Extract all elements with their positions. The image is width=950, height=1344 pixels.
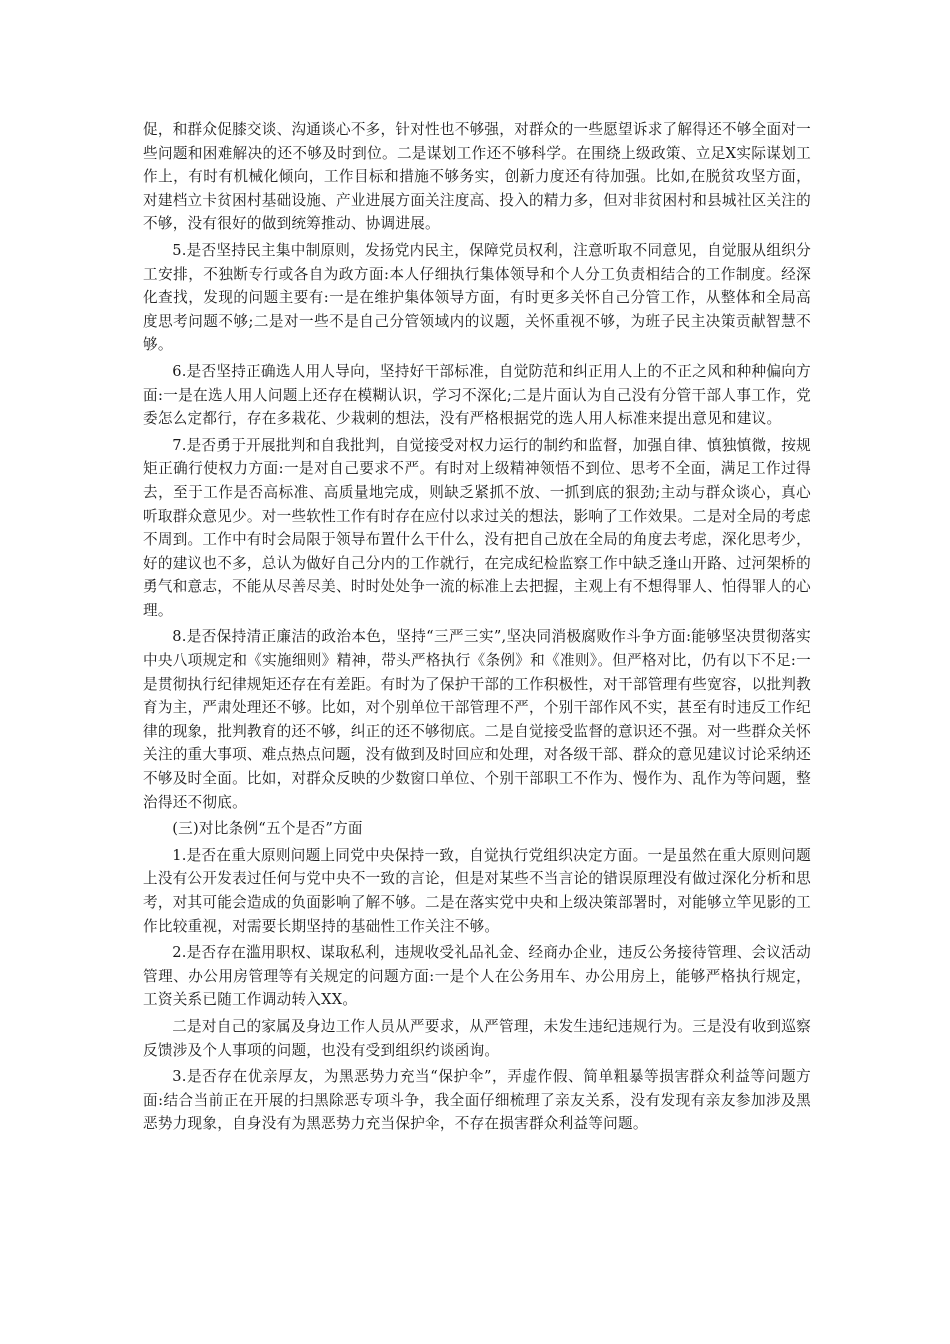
paragraph-item-8: 8.是否保持清正廉洁的政治本色，坚持“三严三实”,坚决同消极腐败作斗争方面:能够坚决贯彻落实中央八项规定和《实施细则》精神，带头严格执行《条例》和《准则》。但严格对比，仍有以下不足:一是贯彻执行纪律规矩还存在有差距。有时为了保护干部的工作积极性，对干部管理有些宽容，以批判教育为主，严肃处理还不够。比如，对个别单位干部管理不严，个别干部作风不实，甚至有时违反工作纪律的现象，批判教育的还不够，纠正的还不够彻底。二是自觉接受监督的意识还不强。对一些群众关怀关注的重大事项、难点热点问题，没有做到及时回应和处理，对各级干部、群众的意见建议讨论采纳还不够及时全面。比如，对群众反映的少数窗口单位、个别干部职工不作为、慢作为、乱作为等问题，整治得还不彻底。 [143, 628, 811, 811]
paragraph-item-7: 7.是否勇于开展批判和自我批判，自觉接受对权力运行的制约和监督，加强自律、慎独慎微，按规矩正确行使权力方面:一是对自己要求不严。有时对上级精神领悟不到位、思考不全面，满足工作过得去，至于工作是否高标准、高质量地完成，则缺乏紧抓不放、一抓到底的狠劲;主动与群众谈心，真心听取群众意见少。对一些软性工作有时存在应付以求过关的想法，影响了工作效果。二是对全局的考虑不周到。工作中有时会局限于领导布置什么干什么，没有把自己放在全局的角度去考虑，深化思考少，好的建议也不多，总认为做好自己分内的工作就行，在完成纪检监察工作中缺乏逢山开路、过河架桥的勇气和意志，不能从尽善尽美、时时处处争一流的标准上去把握，主观上有不想得罪人、怕得罪人的心理。 [143, 436, 811, 619]
section-heading: (三)对比条例“五个是否”方面 [172, 820, 363, 838]
document-body [143, 118, 811, 1139]
paragraph-section-item-2: 2.是否存在滥用职权、谋取私利，违规收受礼品礼金、经商办企业，违反公务接待管理、会议活动管理、办公用房管理等有关规定的问题方面:一是个人在公务用车、办公用房上，能够严格执行规定，工资关系已随工作调动转入XX。 [143, 944, 811, 1009]
paragraph-item-6: 6.是否坚持正确选人用人导向，坚持好干部标准，自觉防范和纠正用人上的不正之风和种种偏向方面:一是在选人用人问题上还存在模糊认识，学习不深化;二是片面认为自己没有分管干部人事工作，党委怎么定都行，存在多栽花、少栽刺的想法，没有严格根据党的选人用人标准来提出意见和建议。 [143, 362, 811, 428]
paragraph-section-item-1: 1.是否在重大原则问题上同党中央保持一致，自觉执行党组织决定方面。一是虽然在重大原则问题上没有公开发表过任何与党中央不一致的言论，但是对某些不当言论的错误原理没有做过深化分析和思考，对其可能会造成的负面影响了解不够。二是在落实党中央和上级决策部署时，对能够立竿见影的工作比较重视，对需要长期坚持的基础性工作关注不够。 [143, 846, 811, 935]
paragraph-item-5: 5.是否坚持民主集中制原则，发扬党内民主，保障党员权利，注意听取不同意见，自觉服从组织分工安排，不独断专行或各自为政方面:本人仔细执行集体领导和个人分工负责相结合的工作制度。经深化查找，发现的问题主要有:一是在维护集体领导方面，有时更多关怀自己分管工作，从整体和全局高度思考问题不够;二是对一些不是自己分管领域内的议题，关怀重视不够，为班子民主决策贡献智慧不够。 [143, 241, 811, 354]
paragraph-section-item-3: 3.是否存在优亲厚友，为黑恶势力充当“保护伞”，弄虚作假、简单粗暴等损害群众利益等问题方面:结合当前正在开展的扫黑除恶专项斗争，我全面仔细梳理了亲友关系，没有发现有亲友参加涉及黑恶势力现象，自身没有为黑恶势力充当保护伞，不存在损害群众利益等问题。 [143, 1068, 811, 1133]
paragraph-continuation: 促，和群众促膝交谈、沟通谈心不多，针对性也不够强，对群众的一些愿望诉求了解得还不够全面对一些问题和困难解决的还不够及时到位。二是谋划工作还不够科学。在围绕上级政策、立足X实际谋划工作上，有时有机械化倾向，工作目标和措施不够务实，创新力度还有待加强。比如,在脱贫攻坚方面，对建档立卡贫困村基础设施、产业进展方面关注度高、投入的精力多，但对非贫困村和县城社区关注的不够，没有很好的做到统筹推动、协调进展。 [143, 121, 811, 233]
paragraph-section-item-2-continued: 二是对自己的家属及身边工作人员从严要求，从严管理，未发生违纪违规行为。三是没有收到巡察反馈涉及个人事项的问题，也没有受到组织约谈函询。 [143, 1017, 811, 1059]
